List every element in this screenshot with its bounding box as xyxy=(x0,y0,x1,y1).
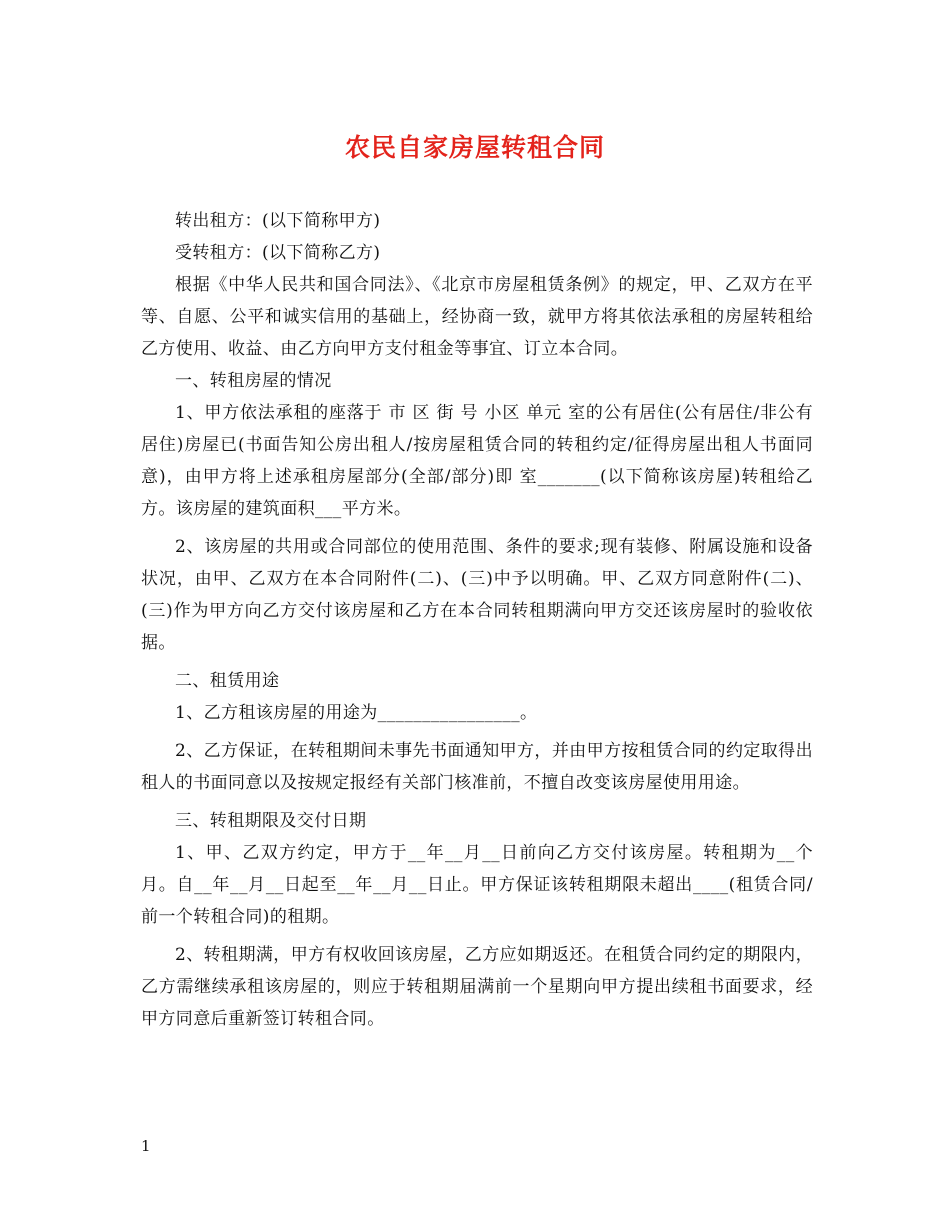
document-body xyxy=(141,205,813,1035)
section-heading-3: 三、转租期限及交付日期 xyxy=(175,811,367,831)
clause-3-2: 2、转租期满，甲方有权收回该房屋，乙方应如期返还。在租赁合同约定的期限内，乙方需继续承租该房屋的，则应于转租期届满前一个星期向甲方提出续租书面要求，经甲方同意后重新签订转租合同。 xyxy=(141,945,813,1029)
clause-3-1: 1、甲、乙双方约定，甲方于__年__月__日前向乙方交付该房屋。转租期为__个月。自__年__月__日起至__年__月__日止。甲方保证该转租期限未超出____(租赁合同/前一个转租合同)的租期。 xyxy=(141,843,813,927)
preamble-paragraph: 根据《中华人民共和国合同法》、《北京市房屋租赁条例》的规定，甲、乙双方在平等、自愿、公平和诚实信用的基础上，经协商一致，就甲方将其依法承租的房屋转租给乙方使用、收益、由乙方向甲方支付租金等事宜、订立本合同。 xyxy=(141,275,813,359)
section-heading-2: 二、租赁用途 xyxy=(175,671,280,691)
clause-1-2: 2、该房屋的共用或合同部位的使用范围、条件的要求;现有装修、附属设施和设备状况，由甲、乙双方在本合同附件(二)、(三)中予以明确。甲、乙双方同意附件(二)、(三)作为甲方向乙方交付该房屋和乙方在本合同转租期满向甲方交还该房屋时的验收依据。 xyxy=(141,537,813,653)
party-a-line: 转出租方：(以下简称甲方) xyxy=(175,211,381,231)
document-title: 农民自家房屋转租合同 xyxy=(344,133,605,162)
clause-1-1: 1、甲方依法承租的座落于 市 区 街 号 小区 单元 室的公有居住(公有居住/非公有居住)房屋已(书面告知公房出租人/按房屋租赁合同的转租约定/征得房屋出租人书面同意)，由甲方将上述承租房屋部分(全部/部分)即 室_______(以下简称该房屋)转租给乙方。该房屋的建筑面积___平方米。 xyxy=(141,403,813,519)
section-heading-1: 一、转租房屋的情况 xyxy=(175,371,332,391)
party-b-line: 受转租方：(以下简称乙方) xyxy=(175,243,381,263)
page-number: 1 xyxy=(141,1137,151,1155)
clause-2-2: 2、乙方保证，在转租期间未事先书面通知甲方，并由甲方按租赁合同的约定取得出租人的书面同意以及按规定报经有关部门核准前，不擅自改变该房屋使用用途。 xyxy=(141,741,813,793)
clause-2-1: 1、乙方租该房屋的用途为________________。 xyxy=(175,703,538,723)
